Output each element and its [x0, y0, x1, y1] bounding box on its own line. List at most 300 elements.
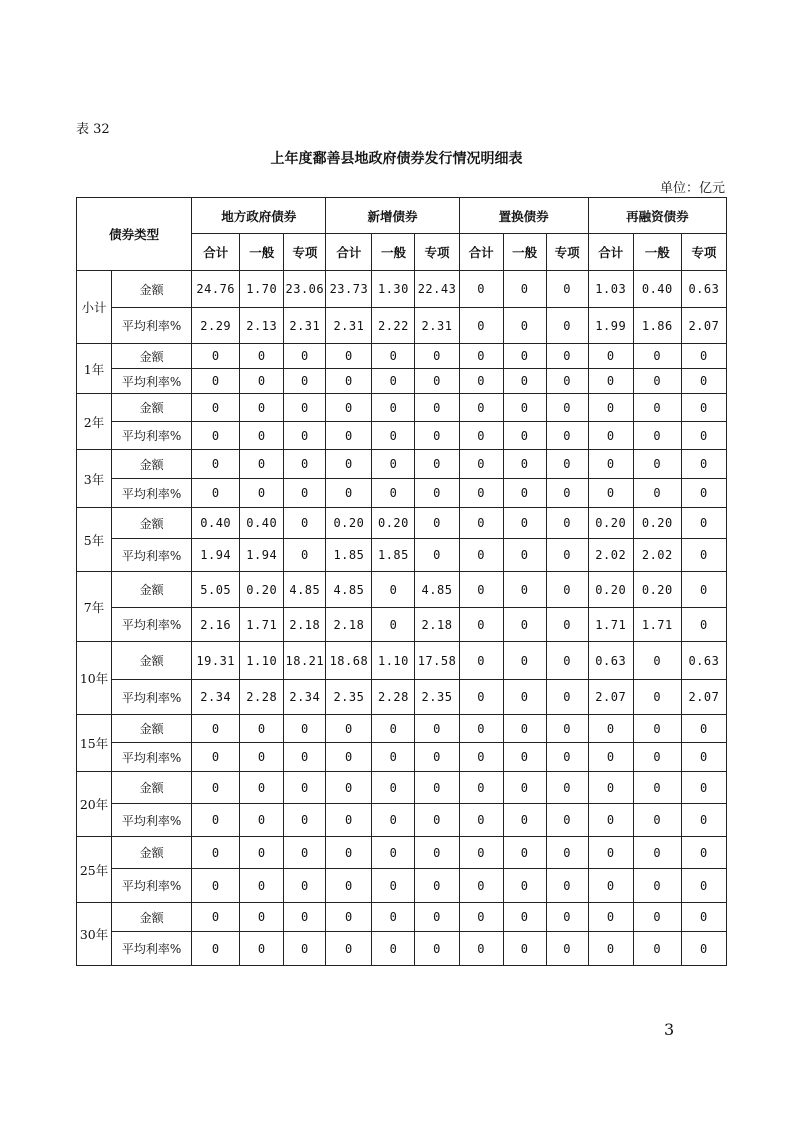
amount-value-cell: 0.20 [633, 572, 681, 608]
rate-value-cell: 0 [588, 804, 633, 837]
rate-value-cell: 2.22 [372, 308, 415, 344]
amount-value-cell: 0 [588, 344, 633, 369]
amount-value-cell: 0 [503, 837, 546, 869]
amount-label: 金额 [112, 394, 192, 422]
amount-value-cell: 0 [372, 715, 415, 743]
amount-value-cell: 0 [192, 772, 240, 804]
amount-value-cell: 17.58 [415, 642, 459, 680]
rate-value-cell: 1.85 [372, 539, 415, 572]
rate-value-cell: 0 [240, 369, 284, 394]
sub-header-general: 一般 [633, 234, 681, 271]
amount-value-cell: 0 [633, 715, 681, 743]
amount-value-cell: 0 [372, 837, 415, 869]
amount-label: 金额 [112, 271, 192, 308]
amount-value-cell: 0 [588, 772, 633, 804]
rate-value-cell: 2.29 [192, 308, 240, 344]
rate-value-cell: 2.34 [284, 680, 326, 715]
amount-value-cell: 0 [546, 394, 588, 422]
term-cell: 7年 [77, 572, 112, 642]
rate-value-cell: 0 [284, 369, 326, 394]
amount-value-cell: 0 [546, 344, 588, 369]
sub-header-special: 专项 [681, 234, 726, 271]
amount-value-cell: 0 [284, 903, 326, 932]
amount-value-cell: 0 [459, 450, 503, 479]
rate-value-cell: 0 [546, 539, 588, 572]
rate-label: 平均利率% [112, 308, 192, 344]
amount-value-cell: 0 [372, 450, 415, 479]
rate-value-cell: 2.28 [240, 680, 284, 715]
amount-label: 金额 [112, 642, 192, 680]
rate-value-cell: 0 [326, 804, 372, 837]
amount-label: 金额 [112, 572, 192, 608]
rate-value-cell: 0 [546, 479, 588, 508]
table-row [77, 743, 727, 772]
amount-value-cell: 0 [633, 903, 681, 932]
rate-value-cell: 0 [326, 932, 372, 966]
amount-value-cell: 0 [633, 837, 681, 869]
rate-value-cell: 2.16 [192, 608, 240, 642]
rate-value-cell: 0 [372, 608, 415, 642]
rate-value-cell: 0 [459, 608, 503, 642]
sub-header-general: 一般 [372, 234, 415, 271]
rate-value-cell: 2.13 [240, 308, 284, 344]
amount-value-cell: 1.70 [240, 271, 284, 308]
sub-header-total: 合计 [192, 234, 240, 271]
term-cell: 10年 [77, 642, 112, 715]
rate-value-cell: 0 [588, 743, 633, 772]
amount-value-cell: 0 [284, 715, 326, 743]
rate-label: 平均利率% [112, 422, 192, 450]
rate-value-cell: 0 [415, 743, 459, 772]
rate-value-cell: 0 [633, 479, 681, 508]
amount-value-cell: 0 [415, 344, 459, 369]
rate-value-cell: 0 [326, 743, 372, 772]
amount-value-cell: 4.85 [415, 572, 459, 608]
amount-value-cell: 4.85 [326, 572, 372, 608]
table-row [77, 539, 727, 572]
amount-value-cell: 19.31 [192, 642, 240, 680]
rate-value-cell: 0 [192, 479, 240, 508]
rate-value-cell: 0 [588, 869, 633, 903]
rate-value-cell: 1.86 [633, 308, 681, 344]
rate-value-cell: 0 [633, 932, 681, 966]
amount-value-cell: 0 [192, 903, 240, 932]
amount-value-cell: 0.20 [326, 508, 372, 539]
amount-value-cell: 0 [459, 903, 503, 932]
rate-label: 平均利率% [112, 680, 192, 715]
table-row [77, 572, 727, 608]
group-header-refinancing: 再融资债券 [588, 198, 726, 234]
amount-value-cell: 0 [633, 642, 681, 680]
sub-header-total: 合计 [459, 234, 503, 271]
amount-value-cell: 0 [372, 903, 415, 932]
rate-value-cell: 0 [588, 369, 633, 394]
amount-value-cell: 0 [240, 715, 284, 743]
rate-value-cell: 0 [503, 804, 546, 837]
amount-value-cell: 0 [681, 450, 726, 479]
rate-value-cell: 2.34 [192, 680, 240, 715]
rate-label: 平均利率% [112, 479, 192, 508]
amount-value-cell: 0 [546, 271, 588, 308]
table-row [77, 932, 727, 966]
amount-value-cell: 0 [503, 394, 546, 422]
amount-value-cell: 0 [681, 508, 726, 539]
amount-value-cell: 0 [681, 837, 726, 869]
rate-value-cell: 0 [503, 539, 546, 572]
rate-value-cell: 0 [372, 804, 415, 837]
amount-value-cell: 0 [459, 344, 503, 369]
rate-value-cell: 0 [192, 804, 240, 837]
rate-value-cell: 2.31 [326, 308, 372, 344]
amount-value-cell: 0 [459, 837, 503, 869]
rate-value-cell: 1.71 [633, 608, 681, 642]
amount-value-cell: 0 [192, 450, 240, 479]
rate-value-cell: 0 [192, 869, 240, 903]
rate-label: 平均利率% [112, 804, 192, 837]
amount-label: 金额 [112, 715, 192, 743]
bond-type-header: 债券类型 [77, 198, 192, 271]
rate-value-cell: 0 [240, 479, 284, 508]
page-number: 3 [664, 1020, 675, 1039]
rate-value-cell: 0 [284, 743, 326, 772]
rate-value-cell: 1.94 [192, 539, 240, 572]
amount-value-cell: 0 [372, 394, 415, 422]
bond-issuance-table [76, 197, 727, 966]
rate-value-cell: 0 [681, 479, 726, 508]
amount-value-cell: 1.30 [372, 271, 415, 308]
rate-value-cell: 0 [415, 539, 459, 572]
sub-header-general: 一般 [240, 234, 284, 271]
amount-value-cell: 0 [546, 572, 588, 608]
rate-value-cell: 0 [192, 369, 240, 394]
rate-value-cell: 0 [588, 422, 633, 450]
sub-header-total: 合计 [588, 234, 633, 271]
rate-value-cell: 0 [240, 743, 284, 772]
rate-value-cell: 2.28 [372, 680, 415, 715]
rate-value-cell: 0 [633, 804, 681, 837]
unit-label: 单位：亿元 [659, 181, 725, 196]
rate-value-cell: 0 [372, 422, 415, 450]
table-row [77, 608, 727, 642]
amount-value-cell: 0 [633, 772, 681, 804]
term-cell: 3年 [77, 450, 112, 508]
amount-value-cell: 0 [372, 572, 415, 608]
amount-value-cell: 0 [546, 772, 588, 804]
table-row [77, 804, 727, 837]
page-title: 上年度鄱善县地政府债券发行情况明细表 [270, 151, 523, 167]
rate-value-cell: 0 [503, 680, 546, 715]
rate-value-cell: 1.71 [240, 608, 284, 642]
rate-value-cell: 0 [681, 608, 726, 642]
amount-value-cell: 0 [681, 715, 726, 743]
amount-value-cell: 0 [240, 450, 284, 479]
rate-value-cell: 2.02 [588, 539, 633, 572]
table-row [77, 271, 727, 308]
table-row [77, 344, 727, 369]
sub-header-general: 一般 [503, 234, 546, 271]
table-number: 表 32 [76, 122, 110, 137]
amount-value-cell: 0 [415, 508, 459, 539]
rate-value-cell: 0 [326, 369, 372, 394]
amount-value-cell: 0 [284, 837, 326, 869]
rate-value-cell: 0 [284, 869, 326, 903]
rate-value-cell: 0 [681, 804, 726, 837]
amount-value-cell: 0 [633, 450, 681, 479]
rate-value-cell: 0 [326, 479, 372, 508]
amount-value-cell: 0 [459, 772, 503, 804]
rate-label: 平均利率% [112, 869, 192, 903]
amount-value-cell: 24.76 [192, 271, 240, 308]
amount-value-cell: 18.21 [284, 642, 326, 680]
rate-label: 平均利率% [112, 743, 192, 772]
rate-value-cell: 0 [503, 932, 546, 966]
amount-value-cell: 0 [284, 450, 326, 479]
rate-value-cell: 0 [459, 479, 503, 508]
amount-value-cell: 1.10 [372, 642, 415, 680]
rate-value-cell: 0 [546, 608, 588, 642]
amount-value-cell: 0 [459, 508, 503, 539]
amount-label: 金额 [112, 903, 192, 932]
term-cell: 1年 [77, 344, 112, 394]
rate-value-cell: 0 [459, 539, 503, 572]
term-cell: 2年 [77, 394, 112, 450]
rate-value-cell: 0 [326, 869, 372, 903]
rate-value-cell: 0 [415, 804, 459, 837]
rate-value-cell: 0 [503, 608, 546, 642]
rate-value-cell: 2.31 [284, 308, 326, 344]
amount-value-cell: 0 [546, 642, 588, 680]
sub-header-special: 专项 [415, 234, 459, 271]
amount-value-cell: 0.63 [681, 271, 726, 308]
amount-value-cell: 0 [503, 271, 546, 308]
rate-value-cell: 0 [326, 422, 372, 450]
amount-value-cell: 0.20 [372, 508, 415, 539]
amount-label: 金额 [112, 508, 192, 539]
amount-value-cell: 0 [284, 344, 326, 369]
amount-value-cell: 1.10 [240, 642, 284, 680]
amount-value-cell: 0 [503, 642, 546, 680]
amount-value-cell: 0 [503, 450, 546, 479]
rate-value-cell: 0 [284, 804, 326, 837]
term-cell: 30年 [77, 903, 112, 966]
table-row [77, 369, 727, 394]
rate-value-cell: 0 [546, 932, 588, 966]
rate-value-cell: 0 [459, 369, 503, 394]
amount-label: 金额 [112, 450, 192, 479]
amount-value-cell: 0 [192, 394, 240, 422]
rate-value-cell: 0 [503, 308, 546, 344]
rate-value-cell: 0 [546, 422, 588, 450]
rate-value-cell: 0 [546, 680, 588, 715]
amount-value-cell: 0 [588, 450, 633, 479]
amount-value-cell: 0 [588, 394, 633, 422]
table-row [77, 642, 727, 680]
rate-value-cell: 0 [588, 479, 633, 508]
amount-value-cell: 0 [546, 837, 588, 869]
amount-value-cell: 0 [415, 772, 459, 804]
rate-value-cell: 0 [546, 743, 588, 772]
amount-value-cell: 5.05 [192, 572, 240, 608]
amount-value-cell: 0 [284, 394, 326, 422]
rate-value-cell: 0 [415, 422, 459, 450]
amount-value-cell: 0 [546, 715, 588, 743]
rate-value-cell: 2.18 [326, 608, 372, 642]
table-row [77, 479, 727, 508]
amount-value-cell: 0 [284, 772, 326, 804]
rate-value-cell: 0 [633, 869, 681, 903]
rate-value-cell: 0 [415, 479, 459, 508]
amount-value-cell: 0 [588, 715, 633, 743]
amount-value-cell: 0 [326, 903, 372, 932]
amount-value-cell: 0 [192, 837, 240, 869]
table-row [77, 680, 727, 715]
rate-value-cell: 2.18 [415, 608, 459, 642]
rate-value-cell: 0 [192, 743, 240, 772]
rate-value-cell: 0 [240, 932, 284, 966]
rate-value-cell: 0 [681, 539, 726, 572]
rate-value-cell: 0 [284, 422, 326, 450]
rate-value-cell: 0 [459, 680, 503, 715]
amount-value-cell: 0.20 [588, 508, 633, 539]
rate-value-cell: 1.99 [588, 308, 633, 344]
rate-label: 平均利率% [112, 539, 192, 572]
table-body [77, 271, 727, 966]
rate-value-cell: 0 [284, 539, 326, 572]
amount-value-cell: 1.03 [588, 271, 633, 308]
term-cell: 小计 [77, 271, 112, 344]
table-row [77, 508, 727, 539]
amount-value-cell: 0 [459, 642, 503, 680]
rate-value-cell: 0 [503, 369, 546, 394]
rate-value-cell: 0 [681, 369, 726, 394]
rate-value-cell: 0 [503, 479, 546, 508]
amount-value-cell: 0 [284, 508, 326, 539]
term-cell: 15年 [77, 715, 112, 772]
rate-value-cell: 0 [633, 369, 681, 394]
rate-value-cell: 2.07 [681, 308, 726, 344]
rate-value-cell: 0 [459, 422, 503, 450]
amount-value-cell: 0 [415, 450, 459, 479]
amount-value-cell: 0 [588, 903, 633, 932]
rate-value-cell: 0 [459, 869, 503, 903]
amount-value-cell: 0 [326, 394, 372, 422]
rate-value-cell: 0 [633, 680, 681, 715]
rate-value-cell: 0 [372, 369, 415, 394]
amount-value-cell: 0 [681, 903, 726, 932]
amount-value-cell: 0 [415, 903, 459, 932]
amount-value-cell: 0 [415, 837, 459, 869]
amount-value-cell: 18.68 [326, 642, 372, 680]
amount-value-cell: 0.40 [240, 508, 284, 539]
rate-value-cell: 0 [192, 932, 240, 966]
rate-value-cell: 0 [240, 804, 284, 837]
amount-value-cell: 0.40 [633, 271, 681, 308]
term-cell: 25年 [77, 837, 112, 903]
amount-value-cell: 23.06 [284, 271, 326, 308]
rate-value-cell: 0 [372, 743, 415, 772]
amount-value-cell: 0 [633, 394, 681, 422]
sub-header-total: 合计 [326, 234, 372, 271]
table-row [77, 715, 727, 743]
rate-label: 平均利率% [112, 369, 192, 394]
amount-value-cell: 0 [503, 508, 546, 539]
table-row [77, 837, 727, 869]
amount-value-cell: 0 [415, 715, 459, 743]
amount-value-cell: 0 [633, 344, 681, 369]
amount-value-cell: 0 [503, 772, 546, 804]
amount-value-cell: 23.73 [326, 271, 372, 308]
amount-value-cell: 0.20 [588, 572, 633, 608]
amount-value-cell: 0 [372, 772, 415, 804]
table-row [77, 394, 727, 422]
rate-value-cell: 2.35 [415, 680, 459, 715]
rate-value-cell: 0 [681, 743, 726, 772]
rate-value-cell: 0 [681, 869, 726, 903]
amount-value-cell: 0 [240, 903, 284, 932]
amount-value-cell: 0 [326, 772, 372, 804]
amount-value-cell: 0 [240, 837, 284, 869]
rate-value-cell: 1.71 [588, 608, 633, 642]
rate-value-cell: 0 [681, 932, 726, 966]
amount-value-cell: 0 [326, 715, 372, 743]
amount-value-cell: 0 [546, 903, 588, 932]
group-header-replacement: 置换债券 [459, 198, 588, 234]
amount-value-cell: 0 [240, 344, 284, 369]
rate-value-cell: 0 [546, 308, 588, 344]
rate-value-cell: 2.31 [415, 308, 459, 344]
amount-value-cell: 0 [326, 344, 372, 369]
rate-value-cell: 0 [284, 932, 326, 966]
rate-value-cell: 0 [633, 743, 681, 772]
rate-value-cell: 0 [284, 479, 326, 508]
amount-value-cell: 0 [503, 903, 546, 932]
amount-value-cell: 0 [546, 508, 588, 539]
rate-value-cell: 0 [633, 422, 681, 450]
amount-value-cell: 0 [546, 450, 588, 479]
amount-value-cell: 0 [681, 772, 726, 804]
sub-header-special: 专项 [546, 234, 588, 271]
rate-label: 平均利率% [112, 608, 192, 642]
amount-value-cell: 0 [503, 715, 546, 743]
sub-header-special: 专项 [284, 234, 326, 271]
rate-value-cell: 0 [192, 422, 240, 450]
amount-value-cell: 0 [192, 715, 240, 743]
amount-value-cell: 22.43 [415, 271, 459, 308]
amount-value-cell: 0 [588, 837, 633, 869]
rate-value-cell: 0 [681, 422, 726, 450]
rate-value-cell: 0 [459, 308, 503, 344]
amount-value-cell: 4.85 [284, 572, 326, 608]
amount-value-cell: 0 [503, 344, 546, 369]
amount-value-cell: 0.63 [588, 642, 633, 680]
amount-label: 金额 [112, 344, 192, 369]
rate-value-cell: 0 [372, 479, 415, 508]
rate-value-cell: 0 [459, 743, 503, 772]
amount-value-cell: 0 [372, 344, 415, 369]
rate-value-cell: 0 [372, 932, 415, 966]
rate-value-cell: 2.07 [681, 680, 726, 715]
rate-value-cell: 0 [503, 422, 546, 450]
amount-value-cell: 0 [459, 271, 503, 308]
rate-value-cell: 0 [546, 869, 588, 903]
rate-value-cell: 1.94 [240, 539, 284, 572]
rate-value-cell: 0 [372, 869, 415, 903]
rate-value-cell: 0 [546, 369, 588, 394]
rate-label: 平均利率% [112, 932, 192, 966]
rate-value-cell: 0 [240, 869, 284, 903]
amount-value-cell: 0 [459, 394, 503, 422]
table-row [77, 308, 727, 344]
